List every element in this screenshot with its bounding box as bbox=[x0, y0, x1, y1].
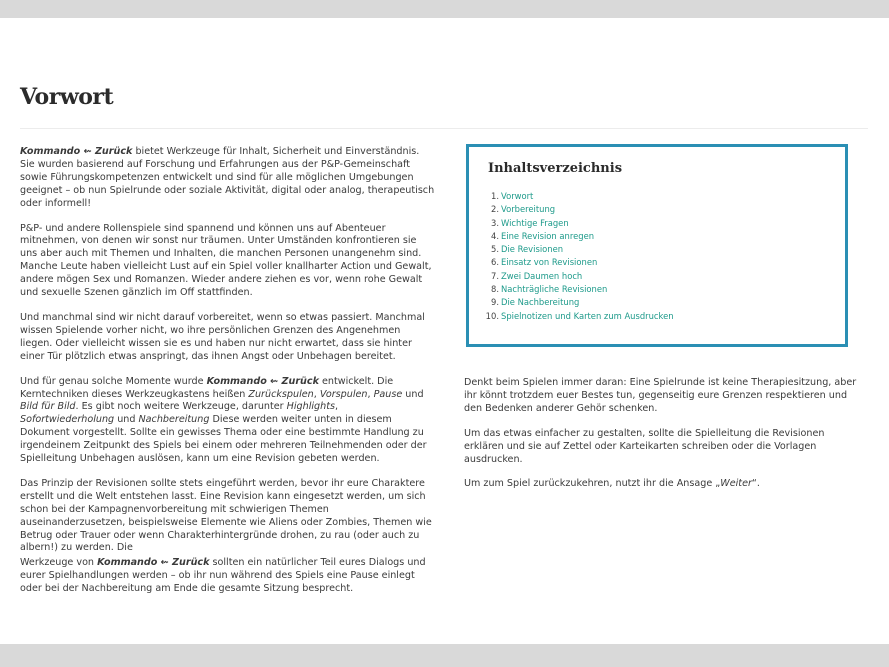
toc-link-revision-anregen[interactable]: Eine Revision anregen bbox=[501, 230, 595, 241]
left-column bbox=[20, 146, 435, 608]
paragraph-unprepared: Und manchmal sind wir nicht darauf vorbereitet, wenn so etwas passiert. Manchmal wissen Spielende vorher nicht, wo ihre persönlichen Grenzen des Angenehmen liegen. Oder vielleicht wissen sie es und haben nur nicht erwartet, dass sie hinter einer Tür plötzlich etwas anspringt, das ihnen Angst oder Unbehagen bereitet. bbox=[20, 311, 425, 362]
table-of-contents bbox=[466, 144, 848, 347]
paragraph-revision-principle: Das Prinzip der Revisionen sollte stets eingeführt werden, bevor ihr eure Charaktere erstellt und die Welt entstehen lasst. Eine Revision kann eingesetzt werden, um sich schon bei der Kampagnenvorbereitung mit schwierigen Themen auseinanderzusetzen, beispielsweise Elemente wie Aliens oder Zombies, Themen wie Betrug oder Trauer oder wenn Charakterhintergründe drohen, zu rau (oder auch zu albern!) zu werden. Die bbox=[20, 477, 432, 554]
toc-item: 5. Die Revisionen bbox=[469, 243, 845, 256]
paragraph-reminder: Denkt beim Spielen immer daran: Eine Spielrunde ist keine Therapiesitzung, aber ihr könnt trotzdem euer Bestes tun, gegenseitig eure Grenzen respektieren und den Bedenken anderer Gehör schenken. bbox=[464, 377, 857, 414]
toc-link-zwei-daumen-hoch[interactable]: Zwei Daumen hoch bbox=[501, 270, 583, 281]
toc-item: 4. Eine Revision anregen bbox=[469, 230, 845, 243]
toc-item: 1. Vorwort bbox=[469, 190, 845, 203]
toc-link-vorbereitung[interactable]: Vorbereitung bbox=[501, 204, 556, 215]
title-divider bbox=[20, 128, 868, 129]
toc-item: 2. Vorbereitung bbox=[469, 203, 845, 216]
page-title: Vorwort bbox=[20, 84, 114, 110]
paragraph-dialog: Werkzeuge von Kommando ⇜ Zurück sollten ein natürlicher Teil eures Dialogs und eurer Spielhandlungen werden – ob ihr nun während des Spiels eine Pause einlegt oder bei der Nachbereitung am Ende die gesamte Sitzung besprecht. bbox=[20, 557, 426, 595]
paragraph-explain: Um das etwas einfacher zu gestalten, sollte die Spielleitung die Revisionen erklären und sie auf Zettel oder Karteikarten schreiben oder die Vorlagen ausdrucken. bbox=[464, 427, 825, 465]
toc-list bbox=[469, 190, 845, 323]
toc-link-wichtige-fragen[interactable]: Wichtige Fragen bbox=[501, 217, 569, 228]
toc-link-vorwort[interactable]: Vorwort bbox=[501, 191, 534, 201]
top-band bbox=[0, 0, 889, 18]
toc-link-spielnotizen[interactable]: Spielnotizen und Karten zum Ausdrucken bbox=[501, 310, 674, 321]
paragraph-rpg: P&P- und andere Rollenspiele sind spannend und können uns auf Abenteuer mitnehmen, von denen wir sonst nur träumen. Unter Umständen konfrontieren sie uns aber auch mit Themen und Inhalten, die manchen Personen unangenehm sind. Manche Leute haben vielleicht Lust auf ein Spiel voller knallharter Action und Gewalt, andere mögen Sex und Romanzen. Wieder andere ziehen es vor, wenn rohe Gewalt und sexuelle Szenen gänzlich im Off stattfinden. bbox=[20, 222, 432, 299]
brand-name: Kommando ⇜ Zurück bbox=[97, 557, 210, 569]
toc-link-einsatz-von-revisionen[interactable]: Einsatz von Revisionen bbox=[501, 257, 598, 268]
toc-item: 9. Die Nachbereitung bbox=[469, 296, 845, 309]
paragraph-continue: Um zum Spiel zurückzukehren, nutzt ihr die Ansage „Weiter“. bbox=[464, 478, 760, 490]
right-column bbox=[464, 377, 858, 503]
brand-name: Kommando ⇜ Zurück bbox=[20, 146, 133, 157]
bottom-band bbox=[0, 644, 889, 667]
toc-title: Inhaltsverzeichnis bbox=[488, 161, 623, 176]
paragraph-tools: Und für genau solche Momente wurde Kommando ⇜ Zurück entwickelt. Die Kerntechniken dieses Werkzeugkastens heißen Zurückspulen, Vorspulen, Pause und Bild für Bild. Es gibt noch weitere Werkzeuge, darunter Highlights, Sofortwiederholung und Nachbereitung Diese werden weiter unten in diesem Dokument vorgestellt. Sollte ein gewisses Thema oder eine bestimmte Handlung zu irgendeinem Zeitpunkt des Spiels bei einem oder mehreren Teilnehmenden oder der Spielleitung Unbehagen auslösen, kann um eine Revision gebeten werden. bbox=[20, 375, 427, 465]
toc-link-die-nachbereitung[interactable]: Die Nachbereitung bbox=[501, 297, 580, 308]
toc-item: 6. Einsatz von Revisionen bbox=[469, 256, 845, 269]
brand-name: Kommando ⇜ Zurück bbox=[206, 375, 319, 387]
toc-link-die-revisionen[interactable]: Die Revisionen bbox=[501, 244, 564, 255]
toc-item: 10. Spielnotizen und Karten zum Ausdrucken bbox=[469, 310, 845, 323]
toc-item: 7. Zwei Daumen hoch bbox=[469, 270, 845, 283]
toc-item: 3. Wichtige Fragen bbox=[469, 217, 845, 230]
toc-link-nachtraegliche-revisionen[interactable]: Nachträgliche Revisionen bbox=[501, 284, 608, 295]
paragraph-intro: Kommando ⇜ Zurück bietet Werkzeuge für Inhalt, Sicherheit und Einverständnis. Sie wurden basierend auf Forschung und Erfahrungen aus der P&P-Gemeinschaft sowie Führungskompetenzen entwickelt und sind für alle möglichen Umgebungen geeignet – ob nun Spielrunde oder soziale Aktivität, digital oder analog, therapeutisch oder informell! bbox=[20, 146, 435, 209]
toc-item: 8. Nachträgliche Revisionen bbox=[469, 283, 845, 296]
